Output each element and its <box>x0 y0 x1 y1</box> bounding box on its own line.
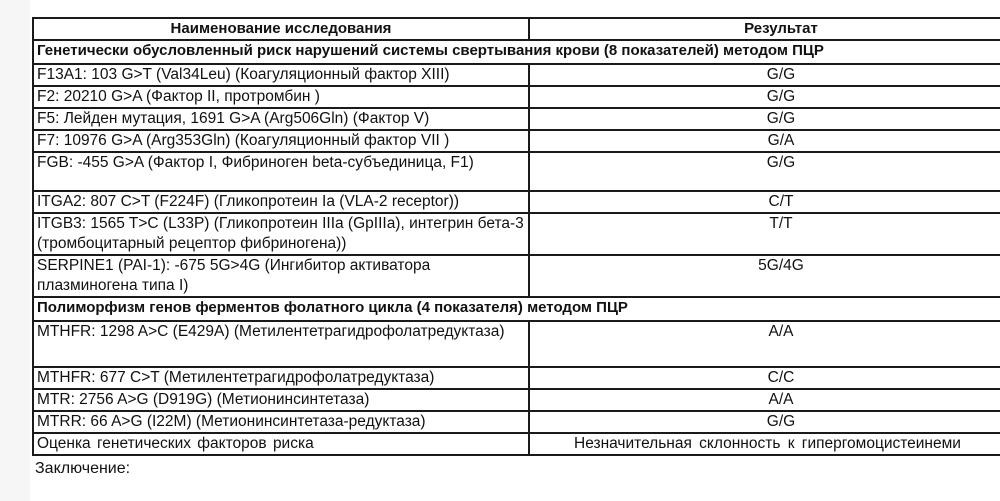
test-result: T/T <box>529 213 1000 255</box>
test-result: G/G <box>529 411 1000 433</box>
test-result: G/G <box>529 64 1000 86</box>
table-row <box>33 321 1000 367</box>
section-header-folate <box>33 297 1000 321</box>
table-row-risk-assessment <box>33 433 1000 455</box>
table-row <box>33 389 1000 411</box>
test-name: MTHFR: 1298 A>C (E429A) (Метилентетрагидрофолатредуктаза) <box>33 321 529 367</box>
table-row <box>33 367 1000 389</box>
page-margin <box>0 0 30 501</box>
table-row <box>33 411 1000 433</box>
conclusion-label: Заключение: <box>35 460 131 477</box>
table-row <box>33 255 1000 297</box>
table-row <box>33 191 1000 213</box>
test-result: A/A <box>529 389 1000 411</box>
table-row <box>33 108 1000 130</box>
test-name: MTRR: 66 A>G (I22M) (Метионинсинтетаза-редуктаза) <box>33 411 529 433</box>
test-result: G/A <box>529 130 1000 152</box>
test-result: G/G <box>529 152 1000 191</box>
table-row <box>33 64 1000 86</box>
test-name: ITGB3: 1565 T>C (L33P) (Гликопротеин IIIa (GpIIIa), интегрин бета-3 (тромбоцитарный рецептор фибриногена)) <box>33 213 529 255</box>
table-row <box>33 86 1000 108</box>
table-row <box>33 213 1000 255</box>
test-result: C/C <box>529 367 1000 389</box>
test-name: MTR: 2756 A>G (D919G) (Метионинсинтетаза) <box>33 389 529 411</box>
test-name: MTHFR: 677 C>T (Метилентетрагидрофолатредуктаза) <box>33 367 529 389</box>
test-result: A/A <box>529 321 1000 367</box>
header-name: Наименование исследования <box>33 18 529 40</box>
test-result: 5G/4G <box>529 255 1000 297</box>
test-name: F5: Лейден мутация, 1691 G>A (Arg506Gln) (Фактор V) <box>33 108 529 130</box>
results-table <box>32 17 1000 456</box>
test-name: F2: 20210 G>A (Фактор II, протромбин ) <box>33 86 529 108</box>
test-result: Незначительная склонность к гипергомоцистеинеми <box>529 433 1000 455</box>
test-result: G/G <box>529 108 1000 130</box>
header-result: Результат <box>529 18 1000 40</box>
section-title: Полиморфизм генов ферментов фолатного цикла (4 показателя) методом ПЦР <box>33 297 1000 321</box>
test-result: G/G <box>529 86 1000 108</box>
test-name: SERPINE1 (PAI-1): -675 5G>4G (Ингибитор активатора плазминогена типа I) <box>33 255 529 297</box>
section-header-coagulation <box>33 40 1000 64</box>
test-name: F13A1: 103 G>T (Val34Leu) (Коагуляционный фактор XIII) <box>33 64 529 86</box>
table-row <box>33 152 1000 191</box>
table-row <box>33 130 1000 152</box>
test-name: Оценка генетических факторов риска <box>33 433 529 455</box>
table-header-row <box>33 18 1000 40</box>
test-result: C/T <box>529 191 1000 213</box>
test-name: F7: 10976 G>A (Arg353Gln) (Коагуляционный фактор VII ) <box>33 130 529 152</box>
section-title: Генетически обусловленный риск нарушений системы свертывания крови (8 показателей) методом ПЦР <box>33 40 1000 64</box>
test-name: ITGA2: 807 C>T (F224F) (Гликопротеин Ia (VLA-2 receptor)) <box>33 191 529 213</box>
test-name: FGB: -455 G>A (Фактор I, Фибриноген beta-субъединица, F1) <box>33 152 529 191</box>
